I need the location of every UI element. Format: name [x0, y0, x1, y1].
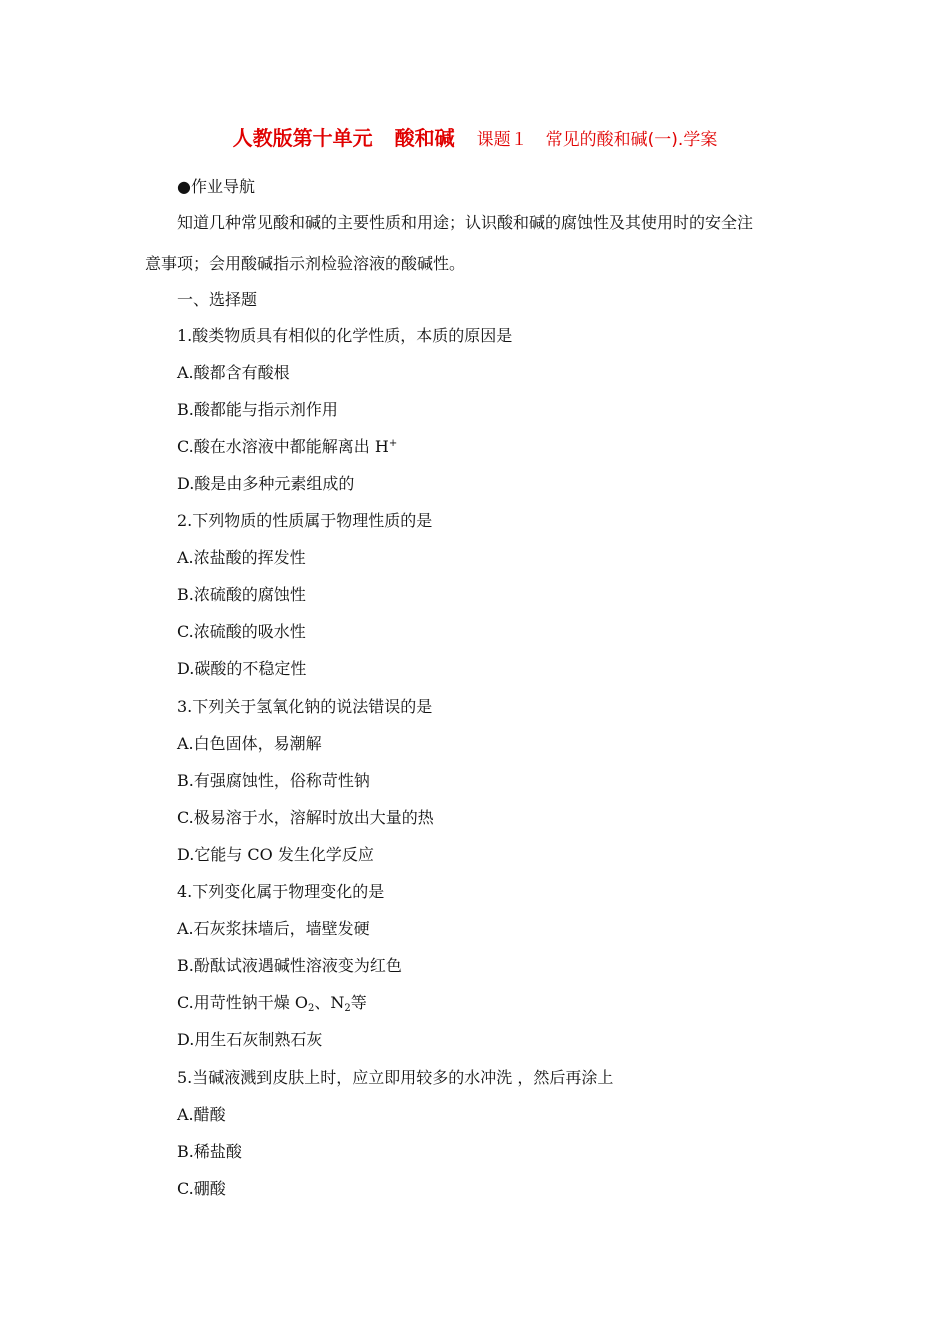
- question-option: B.浓硫酸的腐蚀性: [177, 585, 306, 604]
- question-stem: 1.酸类物质具有相似的化学性质，本质的原因是: [177, 326, 513, 345]
- title-sub-a: 课题１: [476, 130, 528, 150]
- question-stem: 5.当碱液溅到皮肤上时，应立即用较多的水冲洗 ，然后再涂上: [177, 1068, 614, 1087]
- section-heading: 一、选择题: [177, 290, 258, 309]
- question-option: A.浓盐酸的挥发性: [177, 548, 306, 567]
- option-text: 、N: [314, 993, 345, 1012]
- question-option: A.醋酸: [177, 1105, 226, 1124]
- subscript: 2: [307, 1003, 315, 1014]
- question-option: B.有强腐蚀性，俗称苛性钠: [177, 771, 370, 790]
- question-option: B.稀盐酸: [177, 1142, 242, 1161]
- question-stem: 3.下列关于氢氧化钠的说法错误的是: [177, 697, 433, 716]
- option-text: C.用苛性钠干燥 O: [177, 993, 308, 1012]
- title-main-b: 酸和碱: [394, 126, 455, 150]
- subscript: 2: [344, 1003, 351, 1014]
- guide-paragraph-line2: 意事项；会用酸碱指示剂检验溶液的酸碱性。: [145, 254, 466, 273]
- question-option: A.白色固体，易潮解: [177, 734, 322, 753]
- title-sub-b: 常见的酸和碱(一).学案: [545, 130, 718, 150]
- question-option: [177, 993, 367, 1013]
- question-option: C.极易溶于水，溶解时放出大量的热: [177, 808, 434, 827]
- question-stem: 4.下列变化属于物理变化的是: [177, 882, 385, 901]
- question-option: D.用生石灰制熟石灰: [177, 1030, 323, 1049]
- question-option: D.酸是由多种元素组成的: [177, 474, 355, 493]
- question-option: A.酸都含有酸根: [177, 363, 290, 382]
- question-option: B.酸都能与指示剂作用: [177, 400, 338, 419]
- question-option: C.硼酸: [177, 1179, 226, 1198]
- superscript-charge: +: [388, 438, 398, 449]
- question-option: [177, 437, 397, 457]
- question-option: D.它能与 CO 发生化学反应: [177, 845, 374, 864]
- question-stem: 2.下列物质的性质属于物理性质的是: [177, 511, 433, 530]
- question-option: C.浓硫酸的吸水性: [177, 622, 306, 641]
- guide-paragraph-line1: 知道几种常见酸和碱的主要性质和用途；认识酸和碱的腐蚀性及其使用时的安全注: [177, 213, 754, 232]
- option-text: C.酸在水溶液中都能解离出 H: [177, 437, 389, 456]
- question-option: D.碳酸的不稳定性: [177, 659, 307, 678]
- question-option: B.酚酞试液遇碱性溶液变为红色: [177, 956, 402, 975]
- title-main-a: 人教版第十单元: [232, 126, 373, 150]
- question-option: A.石灰浆抹墙后，墙壁发硬: [177, 919, 370, 938]
- option-text: 等: [350, 993, 367, 1012]
- guide-heading: ●作业导航: [177, 177, 255, 196]
- document-title: [0, 122, 950, 151]
